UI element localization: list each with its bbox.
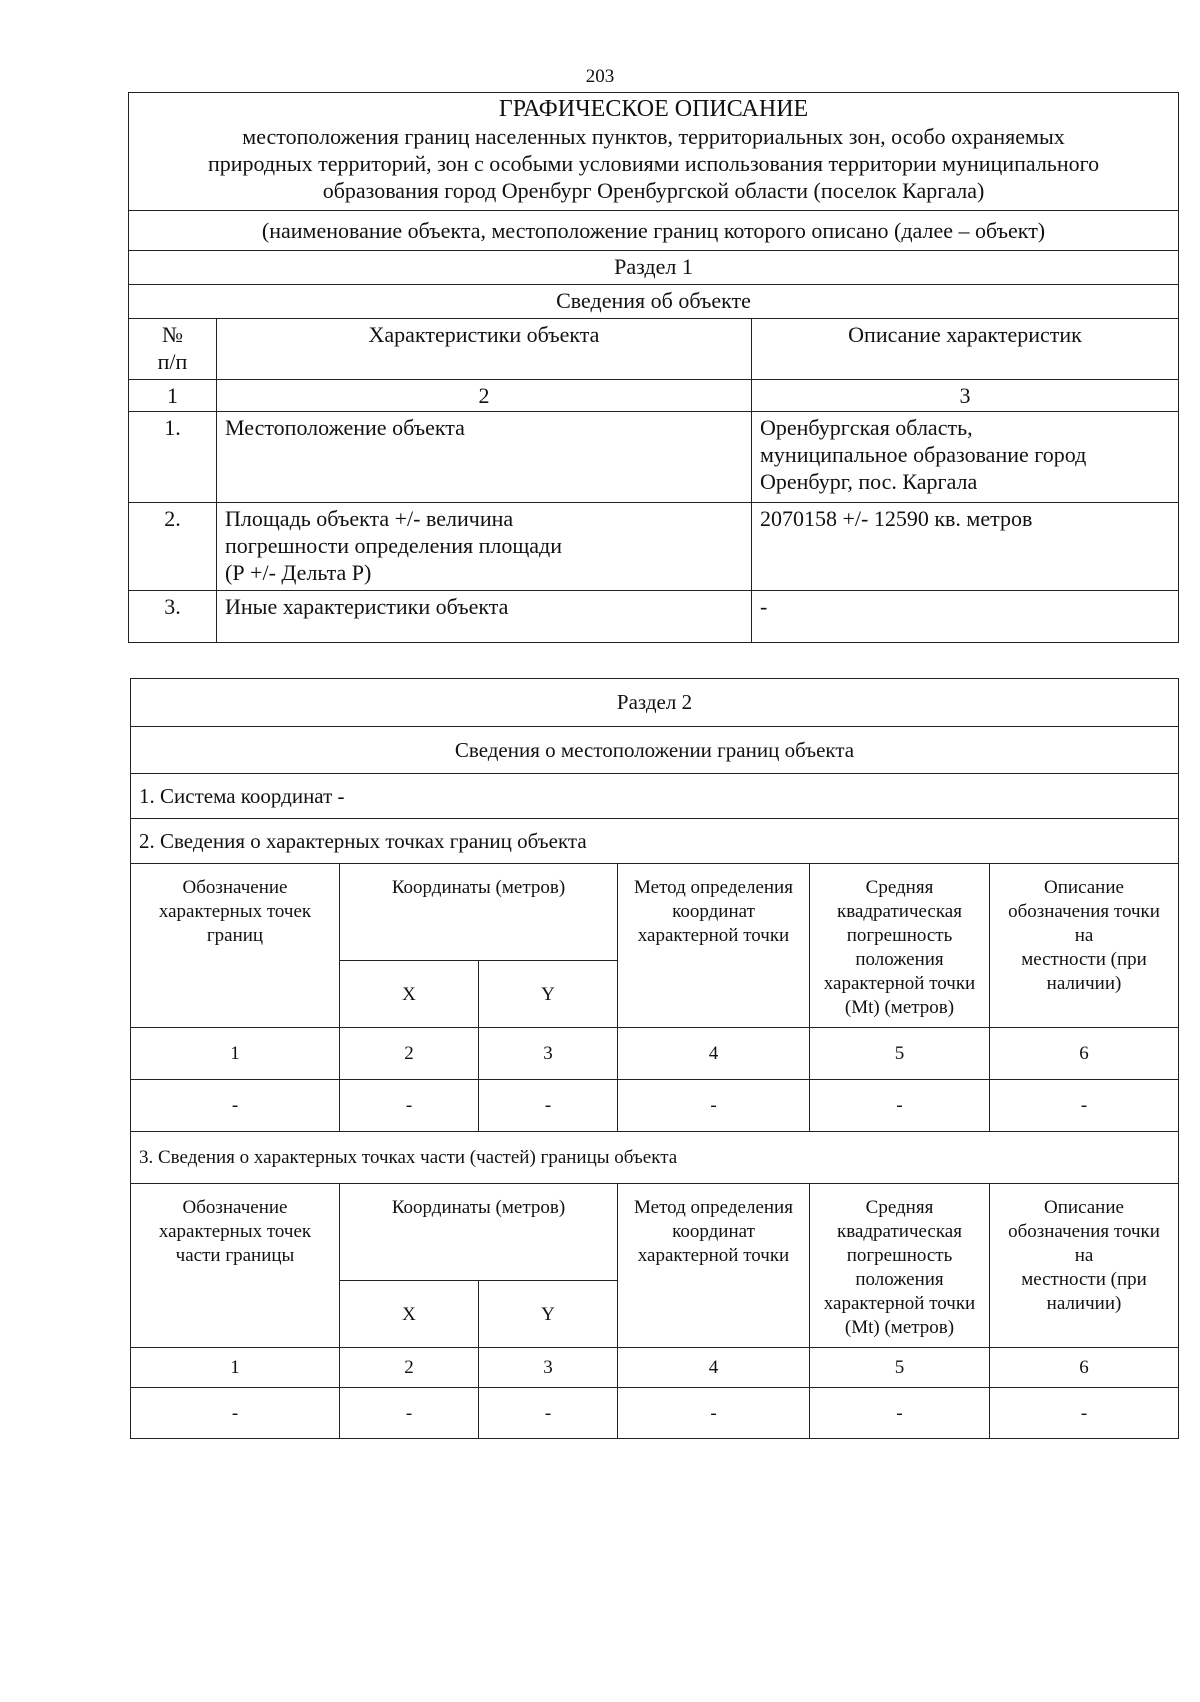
header-error [810, 1184, 990, 1348]
section1-title: Раздел 1 [129, 251, 1179, 285]
text-line: характерных точек [158, 901, 312, 922]
section2-table [130, 678, 1179, 1439]
text-line: положения [855, 949, 944, 970]
row-number: 1. [129, 412, 217, 503]
text-line: Средняя [865, 877, 934, 898]
page-number: 203 [585, 66, 615, 87]
row-description [752, 503, 1179, 591]
table-cell: - [131, 1388, 340, 1439]
header-description [990, 1184, 1179, 1348]
table-row [131, 1388, 1179, 1439]
document-header [129, 93, 1179, 211]
table-row [131, 1080, 1179, 1132]
points-title: 2. Сведения о характерных точках границ объекта [131, 819, 1179, 864]
header-x: X [340, 961, 479, 1028]
column-index: 1 [131, 1348, 340, 1388]
table-cell: - [479, 1388, 618, 1439]
header-description [990, 864, 1179, 1028]
text-line: Обозначение [182, 877, 288, 898]
table-cell: - [340, 1388, 479, 1439]
header-designation [131, 864, 340, 1028]
header-designation [131, 1184, 340, 1348]
text-line: (Mt) (метров) [844, 997, 955, 1018]
section1-subtitle: Сведения об объекте [129, 285, 1179, 319]
text-line: координат [672, 901, 755, 922]
table-cell: - [340, 1080, 479, 1132]
document-subtitle-line: местоположения границ населенных пунктов, территориальных зон, особо охраняемых [242, 124, 1065, 149]
text-line: Площадь объекта +/- величина [225, 506, 514, 531]
column-header-description: Описание характеристик [752, 319, 1179, 380]
text-line: положения [855, 1269, 944, 1290]
header-y: Y [479, 1281, 618, 1348]
column-index: 5 [810, 1028, 990, 1080]
text-line: характерной точки [637, 925, 790, 946]
text-line: Метод определения [634, 877, 793, 898]
text-line: местности (при [1021, 949, 1147, 970]
header-y: Y [479, 961, 618, 1028]
text-line: 2070158 +/- 12590 кв. метров [760, 506, 1033, 531]
row-characteristic [217, 412, 752, 503]
text-line: (Mt) (метров) [844, 1317, 955, 1338]
text-line: - [760, 594, 768, 619]
parts-title: 3. Сведения о характерных точках части (частей) границы объекта [131, 1132, 1179, 1184]
column-header-number-line: № [162, 322, 183, 347]
text-line: характерной точки [823, 973, 976, 994]
text-line: координат [672, 1221, 755, 1242]
header-method [618, 864, 810, 1028]
section2-subtitle: Сведения о местоположении границ объекта [131, 727, 1179, 774]
row-number: 3. [129, 591, 217, 643]
column-index: 4 [618, 1348, 810, 1388]
document-subtitle-line: природных территорий, зон с особыми условиями использования территории муниципального [207, 151, 1100, 176]
text-line: Оренбург, пос. Каргала [760, 469, 978, 494]
text-line: на [1074, 925, 1094, 946]
table-cell: - [618, 1080, 810, 1132]
text-line: (Р +/- Дельта Р) [225, 560, 372, 585]
text-line: характерной точки [823, 1293, 976, 1314]
text-line: характерной точки [637, 1245, 790, 1266]
column-index: 5 [810, 1348, 990, 1388]
table-cell: - [990, 1388, 1179, 1439]
row-number: 2. [129, 503, 217, 591]
table-cell: - [810, 1388, 990, 1439]
table-row [129, 503, 1179, 591]
text-line: характерных точек [158, 1221, 312, 1242]
section1-table [128, 92, 1179, 643]
object-caption: (наименование объекта, местоположение границ которого описано (далее – объект) [129, 211, 1179, 251]
table-cell: - [990, 1080, 1179, 1132]
column-index: 1 [131, 1028, 340, 1080]
row-characteristic [217, 503, 752, 591]
column-index: 2 [217, 380, 752, 412]
column-index: 3 [479, 1348, 618, 1388]
row-characteristic [217, 591, 752, 643]
coordinate-system: 1. Система координат - [131, 774, 1179, 819]
header-coordinates: Координаты (метров) [340, 1184, 618, 1281]
text-line: Местоположение объекта [225, 415, 465, 440]
header-x: X [340, 1281, 479, 1348]
column-index: 1 [129, 380, 217, 412]
column-index: 6 [990, 1028, 1179, 1080]
table-row [129, 591, 1179, 643]
column-index: 4 [618, 1028, 810, 1080]
column-header-characteristic: Характеристики объекта [217, 319, 752, 380]
text-line: на [1074, 1245, 1094, 1266]
header-coordinates: Координаты (метров) [340, 864, 618, 961]
column-header-number [129, 319, 217, 380]
text-line: погрешность [846, 1245, 953, 1266]
column-index: 3 [752, 380, 1179, 412]
text-line: муниципальное образование город [760, 442, 1087, 467]
table-cell: - [131, 1080, 340, 1132]
text-line: границ [206, 925, 264, 946]
document-subtitle-line: образования город Оренбург Оренбургской области (поселок Каргала) [322, 178, 985, 203]
document-title: ГРАФИЧЕСКОЕ ОПИСАНИЕ [498, 96, 809, 122]
text-line: Оренбургская область, [760, 415, 973, 440]
row-description [752, 591, 1179, 643]
text-line: Описание [1044, 1197, 1124, 1218]
index-row [131, 1028, 1179, 1080]
text-line: погрешность [846, 925, 953, 946]
text-line: наличии) [1046, 1293, 1122, 1314]
column-index: 3 [479, 1028, 618, 1080]
text-line: местности (при [1021, 1269, 1147, 1290]
header-error [810, 864, 990, 1028]
text-line: обозначения точки [1008, 901, 1160, 922]
text-line: Средняя [865, 1197, 934, 1218]
text-line: Иные характеристики объекта [225, 594, 509, 619]
column-index: 6 [990, 1348, 1179, 1388]
table-row [129, 412, 1179, 503]
text-line: Метод определения [634, 1197, 793, 1218]
text-line: погрешности определения площади [225, 533, 563, 558]
section2-title: Раздел 2 [131, 679, 1179, 727]
text-line: части границы [175, 1245, 295, 1266]
row-description [752, 412, 1179, 503]
table-cell: - [618, 1388, 810, 1439]
column-index: 2 [340, 1348, 479, 1388]
text-line: наличии) [1046, 973, 1122, 994]
text-line: обозначения точки [1008, 1221, 1160, 1242]
text-line: Обозначение [182, 1197, 288, 1218]
text-line: квадратическая [837, 901, 962, 922]
header-method [618, 1184, 810, 1348]
column-header-number-line: п/п [157, 349, 188, 374]
table-cell: - [810, 1080, 990, 1132]
index-row [131, 1348, 1179, 1388]
table-cell: - [479, 1080, 618, 1132]
text-line: квадратическая [837, 1221, 962, 1242]
column-index: 2 [340, 1028, 479, 1080]
text-line: Описание [1044, 877, 1124, 898]
